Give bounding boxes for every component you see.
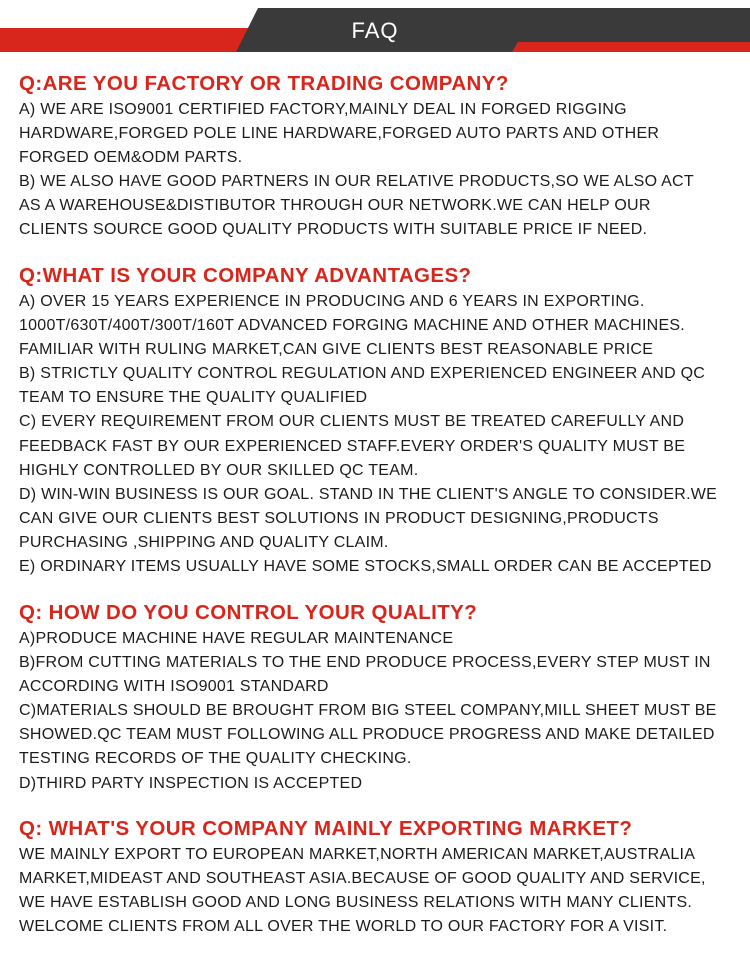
- faq-banner: [0, 0, 750, 60]
- answer-line: C) EVERY REQUIREMENT FROM OUR CLIENTS MUST BE TREATED CAREFULLY AND: [19, 413, 685, 431]
- answer-line: AS A WAREHOUSE&DISTIBUTOR THROUGH OUR NETWORK.WE CAN HELP OUR: [19, 197, 651, 215]
- answer-line: C)MATERIALS SHOULD BE BROUGHT FROM BIG STEEL COMPANY,MILL SHEET MUST BE: [19, 702, 717, 720]
- answer-line: MARKET,MIDEAST AND SOUTHEAST ASIA.BECAUSE OF GOOD QUALITY AND SERVICE,: [19, 870, 706, 888]
- answer-line: SHOWED.QC TEAM MUST FOLLOWING ALL PRODUCE PROGRESS AND MAKE DETAILED: [19, 726, 715, 744]
- answer-line: A)PRODUCE MACHINE HAVE REGULAR MAINTENANCE: [19, 630, 454, 647]
- faq-question: Q:ARE YOU FACTORY OR TRADING COMPANY?: [19, 72, 509, 95]
- answer-line: TESTING RECORDS OF THE QUALITY CHECKING.: [19, 750, 412, 768]
- answer-line: ACCORDING WITH ISO9001 STANDARD: [19, 678, 329, 696]
- faq-item: [19, 599, 717, 796]
- page-title: FAQ: [351, 18, 399, 43]
- answer-line: CAN GIVE OUR CLIENTS BEST SOLUTIONS IN PRODUCT DESIGNING,PRODUCTS: [19, 509, 659, 527]
- faq-item: [19, 262, 717, 579]
- answer-line: E) ORDINARY ITEMS USUALLY HAVE SOME STOCKS,SMALL ORDER CAN BE ACCEPTED: [19, 558, 712, 576]
- answer-line: FAMILIAR WITH RULING MARKET,CAN GIVE CLIENTS BEST REASONABLE PRICE: [19, 341, 654, 359]
- answer-line: HIGHLY CONTROLLED BY OUR SKILLED QC TEAM.: [19, 461, 419, 479]
- answer-line: 1000T/630T/400T/300T/160T ADVANCED FORGING MACHINE AND OTHER MACHINES.: [19, 317, 685, 335]
- answer-line: B) STRICTLY QUALITY CONTROL REGULATION AND EXPERIENCED ENGINEER AND QC: [19, 365, 706, 383]
- banner-red-stripe-left: [0, 28, 255, 52]
- faq-question: Q:WHAT IS YOUR COMPANY ADVANTAGES?: [19, 264, 472, 287]
- answer-line: B)FROM CUTTING MATERIALS TO THE END PRODUCE PROCESS,EVERY STEP MUST IN: [19, 654, 711, 672]
- answer-line: WELCOME CLIENTS FROM ALL OVER THE WORLD TO OUR FACTORY FOR A VISIT.: [19, 918, 668, 936]
- faq-answer: [19, 290, 717, 579]
- answer-line: FEEDBACK FAST BY OUR EXPERIENCED STAFF.EVERY ORDER'S QUALITY MUST BE: [19, 437, 686, 455]
- faq-item: [19, 70, 694, 243]
- answer-line: WE MAINLY EXPORT TO EUROPEAN MARKET,NORTH AMERICAN MARKET,AUSTRALIA: [19, 846, 696, 863]
- answer-line: HARDWARE,FORGED POLE LINE HARDWARE,FORGED AUTO PARTS AND OTHER: [19, 125, 660, 143]
- answer-line: CLIENTS SOURCE GOOD QUALITY PRODUCTS WITH SUITABLE PRICE IF NEED.: [19, 221, 648, 239]
- faq-question: Q: HOW DO YOU CONTROL YOUR QUALITY?: [19, 601, 478, 624]
- answer-line: A) WE ARE ISO9001 CERTIFIED FACTORY,MAINLY DEAL IN FORGED RIGGING: [19, 101, 627, 118]
- faq-answer: [19, 627, 717, 796]
- answer-line: PURCHASING ,SHIPPING AND QUALITY CLAIM.: [19, 533, 389, 551]
- faq-item: [19, 815, 706, 939]
- answer-line: WE HAVE ESTABLISH GOOD AND LONG BUSINESS RELATIONS WITH MANY CLIENTS.: [19, 894, 693, 912]
- banner-red-stripe-right: [510, 42, 750, 52]
- faq-answer: [19, 843, 706, 939]
- answer-line: TEAM TO ENSURE THE QUALITY QUALIFIED: [19, 389, 368, 407]
- answer-line: B) WE ALSO HAVE GOOD PARTNERS IN OUR RELATIVE PRODUCTS,SO WE ALSO ACT: [19, 173, 694, 191]
- faq-question: Q: WHAT'S YOUR COMPANY MAINLY EXPORTING MARKET?: [19, 817, 633, 840]
- answer-line: A) OVER 15 YEARS EXPERIENCE IN PRODUCING AND 6 YEARS IN EXPORTING.: [19, 293, 645, 310]
- faq-answer: [19, 98, 694, 243]
- answer-line: D) WIN-WIN BUSINESS IS OUR GOAL. STAND IN THE CLIENT'S ANGLE TO CONSIDER.WE: [19, 485, 718, 503]
- answer-line: FORGED OEM&ODM PARTS.: [19, 149, 243, 167]
- answer-line: D)THIRD PARTY INSPECTION IS ACCEPTED: [19, 774, 363, 792]
